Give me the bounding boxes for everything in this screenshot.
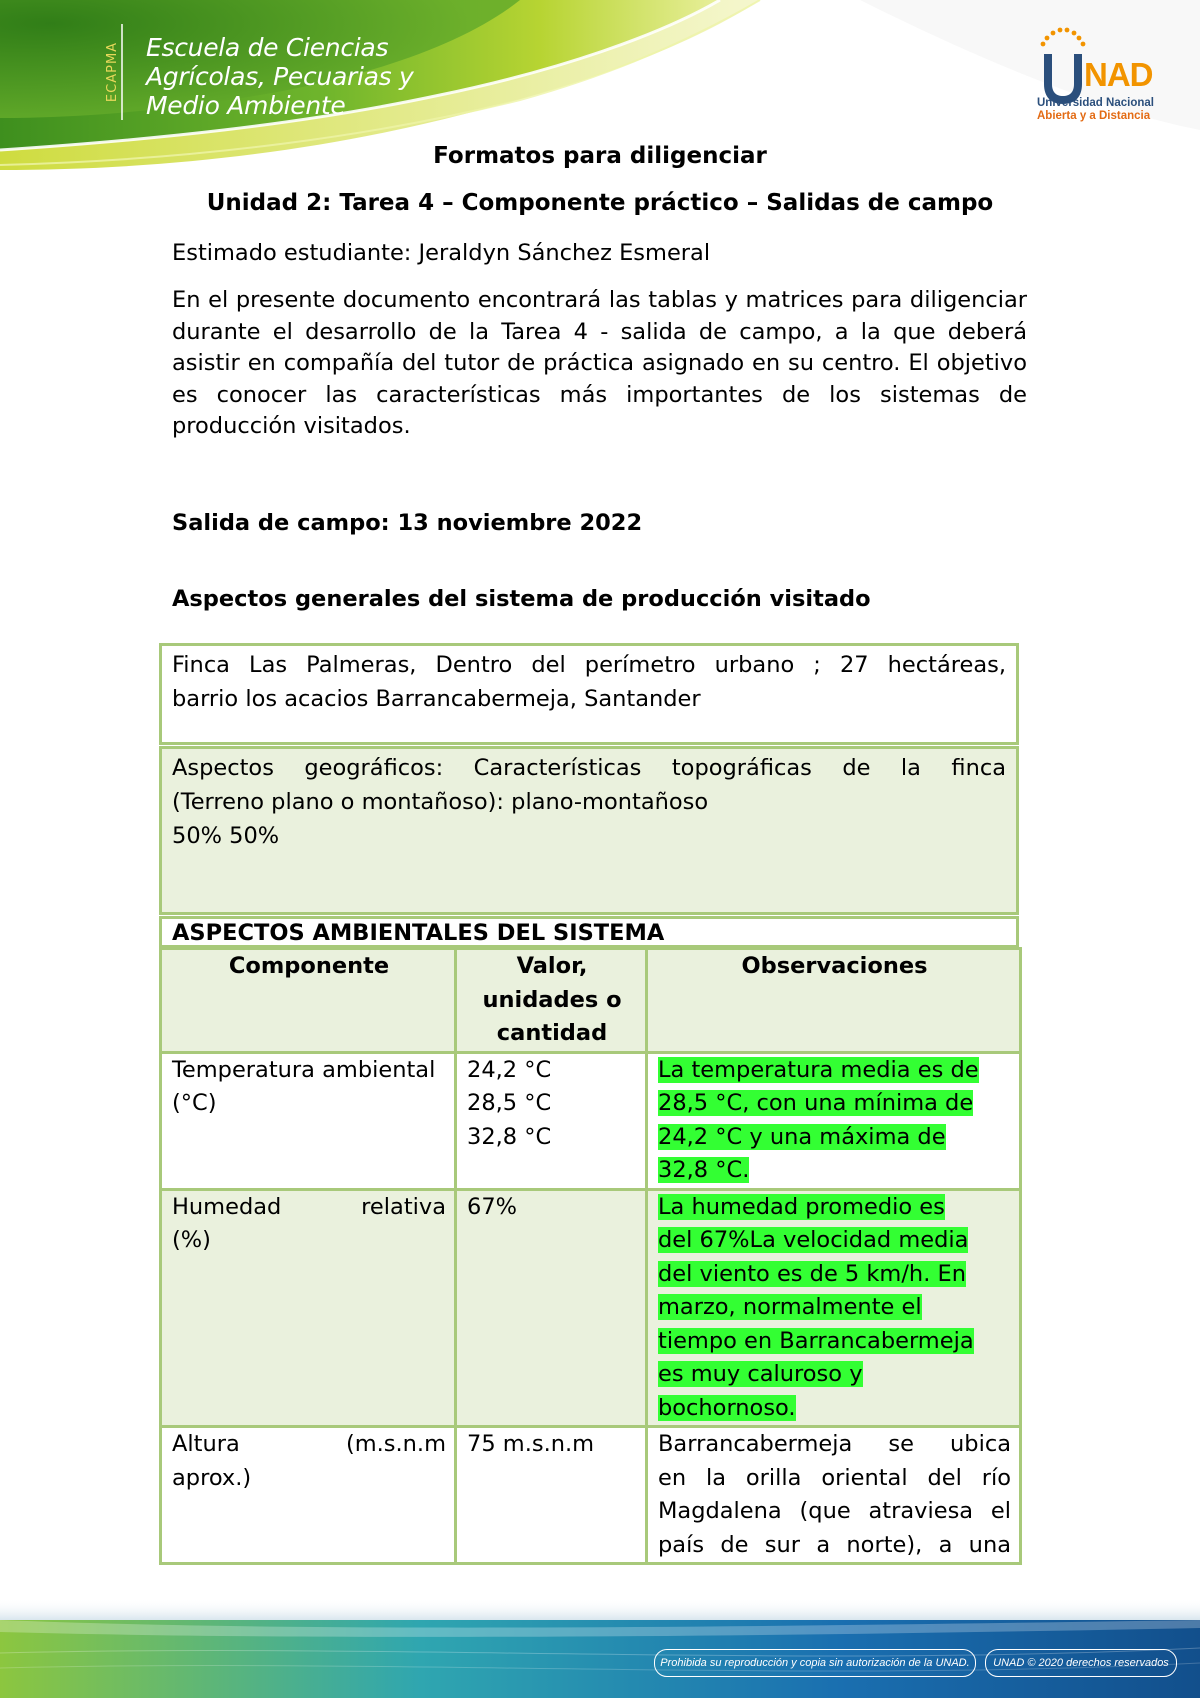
footer-background: [0, 1598, 1200, 1698]
value-line: 24,2 °C: [467, 1056, 552, 1083]
cell-observations: [647, 1052, 1021, 1189]
highlighted-text: del viento es de 5 km/h. En: [658, 1260, 966, 1287]
highlighted-text: tiempo en Barrancabermeja: [658, 1327, 974, 1354]
school-name-line: Medio Ambiente: [146, 91, 346, 120]
field-trip-date: Salida de campo: 13 noviembre 2022: [172, 510, 643, 536]
highlighted-text: del 67%La velocidad media: [658, 1227, 969, 1253]
logo-dots: [1041, 28, 1086, 47]
highlighted-text: marzo, normalmente el: [658, 1294, 922, 1320]
observation-line: Magdalena (que atraviesa el: [658, 1498, 1011, 1524]
farm-info-line: barrio los acacios Barrancabermeja, Santander: [172, 686, 701, 712]
cell-component: [161, 1189, 456, 1427]
logo-subtitle-line: Universidad Nacional: [1037, 97, 1154, 109]
intro-paragraph: En el presente documento encontrará las tablas y matrices para diligenciar durante el desarrollo de la Tarea 4 - salida de campo, a la que deberá asistir en compañía del tutor de práctica asignado en su centro. El objetivo es conocer las características más importantes de los sistemas de producción visitados.: [172, 287, 1027, 439]
table-row: [161, 1052, 1021, 1189]
highlighted-text: La temperatura media es de: [658, 1056, 979, 1083]
document-subtitle: Unidad 2: Tarea 4 – Componente práctico – Salidas de campo: [206, 190, 994, 216]
logo-subtitle-line: Abierta y a Distancia: [1037, 110, 1151, 122]
column-header: Valor, unidades o cantidad: [456, 949, 647, 1053]
ecapma-vertical-label: [103, 22, 123, 122]
component-line: Humedad relativa: [172, 1193, 446, 1220]
observation-line: Barrancabermeja se ubica: [658, 1431, 1011, 1457]
document-title: Formatos para diligenciar: [433, 143, 767, 169]
highlighted-text: 24,2 °C y una máxima de: [658, 1123, 946, 1150]
observation-line: en la orilla oriental del río: [658, 1464, 1011, 1491]
farm-info-box: [159, 643, 1019, 745]
value-line: 28,5 °C: [467, 1090, 552, 1116]
footer-notice: Prohibida su reproducción y copia sin autorización de la UNAD.: [654, 1649, 976, 1677]
table-row: [161, 1427, 1021, 1564]
highlighted-text: bochornoso.: [658, 1394, 796, 1421]
geo-line: 50% 50%: [172, 823, 280, 849]
highlighted-text: 32,8 °C.: [658, 1157, 750, 1183]
table-row: [161, 1189, 1021, 1427]
section-heading: Aspectos generales del sistema de producción visitado: [172, 586, 871, 612]
highlighted-text: 28,5 °C, con una mínima de: [658, 1090, 974, 1116]
cell-value: 75 m.s.n.m: [456, 1427, 647, 1564]
school-name: [146, 33, 414, 120]
logo-subtitle: [1037, 97, 1154, 123]
cell-component: [161, 1427, 456, 1564]
student-greeting: Estimado estudiante: Jeraldyn Sánchez Esmeral: [172, 240, 711, 266]
farm-info-line: Finca Las Palmeras, Dentro del perímetro urbano ; 27 hectáreas,: [172, 652, 1006, 678]
cell-component: Temperatura ambiental (°C): [161, 1052, 456, 1189]
school-name-line: Escuela de Ciencias: [146, 33, 389, 62]
environmental-heading: ASPECTOS AMBIENTALES DEL SISTEMA: [159, 916, 1019, 948]
cell-observations: [647, 1427, 1021, 1564]
component-line: Altura (m.s.n.m: [172, 1431, 446, 1457]
component-line: (%): [172, 1227, 211, 1253]
footer-copyright: UNAD © 2020 derechos reservados: [985, 1649, 1177, 1677]
cell-value: 67%: [456, 1189, 647, 1427]
cell-observations: [647, 1189, 1021, 1427]
highlighted-text: La humedad promedio es: [658, 1193, 945, 1220]
svg-text:NAD: NAD: [1084, 56, 1153, 93]
geo-line: (Terreno plano o montañoso): plano-montañoso: [172, 789, 709, 815]
column-header: Componente: [161, 949, 456, 1053]
column-header: Observaciones: [647, 949, 1021, 1053]
environmental-table: [159, 947, 1022, 1565]
observation-line: país de sur a norte), a una: [658, 1531, 1011, 1558]
geo-line: Aspectos geográficos: Características topográficas de la finca: [172, 755, 1006, 781]
cell-value: [456, 1052, 647, 1189]
table-header-row: [161, 949, 1021, 1053]
highlighted-text: es muy caluroso y: [658, 1361, 863, 1387]
component-line: aprox.): [172, 1464, 252, 1491]
ecapma-text: ECAPMA: [105, 41, 120, 103]
value-line: 32,8 °C: [467, 1123, 552, 1150]
geographic-aspects-box: [159, 746, 1019, 915]
school-name-line: Agrícolas, Pecuarias y: [146, 62, 414, 91]
